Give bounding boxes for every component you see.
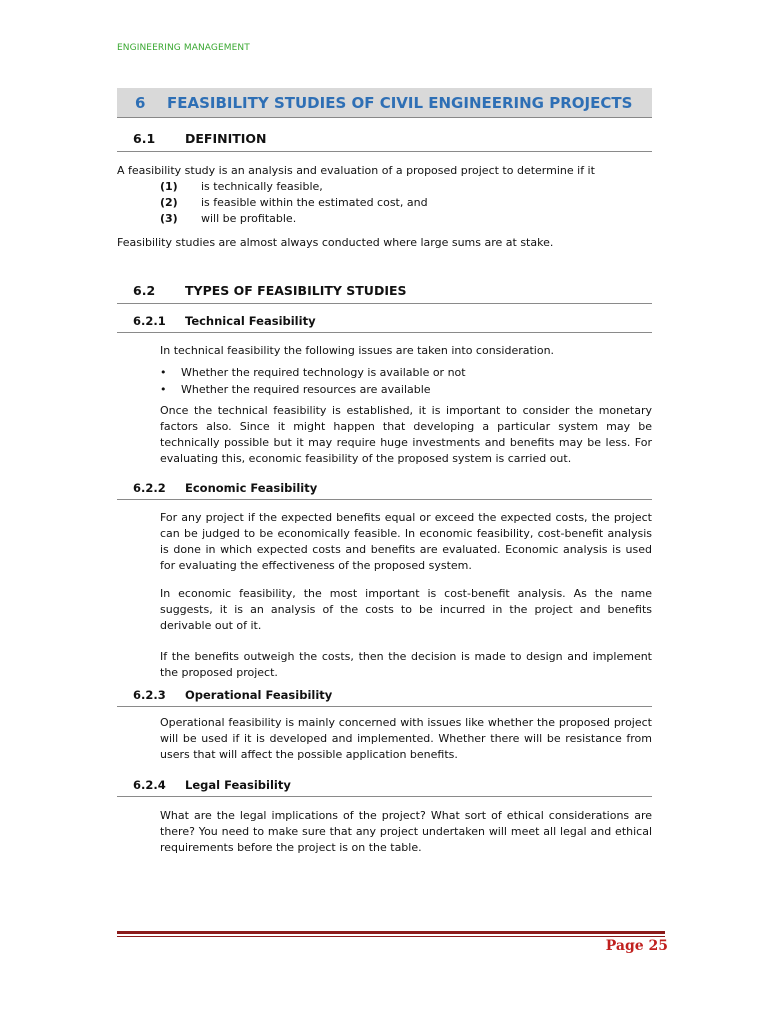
definition-intro: A feasibility study is an analysis and evaluation of a proposed project to determine if it [117,164,595,177]
subsection-title: Operational Feasibility [185,688,333,702]
section-heading-6-2 [117,282,652,304]
definition-closing: Feasibility studies are almost always conducted where large sums are at stake. [117,236,554,249]
list-item-text: will be profitable. [201,212,297,225]
list-item-text: Whether the required resources are available [181,383,431,396]
chapter-number: 6 [135,94,146,112]
subsection-number: 6.2.4 [133,778,166,792]
list-item [160,364,466,381]
section-title: TYPES OF FEASIBILITY STUDIES [185,283,407,298]
section-number: 6.2 [133,283,156,298]
subsection-title: Economic Feasibility [185,481,318,495]
subsection-title: Legal Feasibility [185,778,291,792]
page-number: Page 25 [605,938,668,954]
economic-paragraph-1: For any project if the expected benefits equal or exceed the expected costs, the project can be judged to be economically feasible. In economic feasibility, cost-benefit analysis is done in which expected costs and benefits are evaluated. Economic analysis is used for evaluating the effectiveness of the proposed system. [160,511,652,572]
subsection-heading-6-2-3 [117,687,652,707]
subsection-number: 6.2.3 [133,688,166,702]
list-item [160,211,428,227]
list-item-number: (2) [160,196,178,209]
subsection-number: 6.2.1 [133,314,166,328]
chapter-heading [117,88,652,118]
footer-rule [117,931,665,934]
list-item [160,381,466,398]
technical-intro: In technical feasibility the following issues are taken into consideration. [160,344,555,357]
section-heading-6-1 [117,130,652,152]
subsection-title: Technical Feasibility [185,314,316,328]
list-item-text: Whether the required technology is available or not [181,366,466,379]
list-item-text: is technically feasible, [201,180,323,193]
subsection-heading-6-2-4 [117,777,652,797]
operational-paragraph: Operational feasibility is mainly concerned with issues like whether the proposed project will be used if it is developed and implemented. Whether there will be resistance from users that will affect the possible application benefits. [160,716,652,761]
list-item-text: is feasible within the estimated cost, and [201,196,428,209]
list-item-number: (1) [160,180,178,193]
subsection-number: 6.2.2 [133,481,166,495]
definition-list [160,179,428,227]
economic-paragraph-2: In economic feasibility, the most important is cost-benefit analysis. As the name suggests, it is an analysis of the costs to be incurred in the project and benefits derivable out of it. [160,587,652,632]
running-header: ENGINEERING MANAGEMENT [117,43,250,53]
section-title: DEFINITION [185,131,267,146]
section-number: 6.1 [133,131,156,146]
subsection-heading-6-2-1 [117,313,652,333]
subsection-heading-6-2-2 [117,480,652,500]
list-item [160,179,428,195]
bullet-icon: • [160,383,167,396]
legal-paragraph: What are the legal implications of the project? What sort of ethical considerations are there? You need to make sure that any project undertaken will meet all legal and ethical requirements before the project is on the table. [160,809,652,854]
chapter-title: FEASIBILITY STUDIES OF CIVIL ENGINEERING PROJECTS [167,94,633,112]
bullet-icon: • [160,366,167,379]
list-item [160,195,428,211]
technical-bullets [160,364,466,398]
economic-paragraph-3: If the benefits outweigh the costs, then the decision is made to design and implement the proposed project. [160,650,652,679]
list-item-number: (3) [160,212,178,225]
technical-paragraph: Once the technical feasibility is established, it is important to consider the monetary factors also. Since it might happen that developing a particular system may be technically possible but it may require huge investments and benefits may be less. For evaluating this, economic feasibility of the proposed system is carried out. [160,404,652,465]
footer-rule-thin [117,936,665,937]
